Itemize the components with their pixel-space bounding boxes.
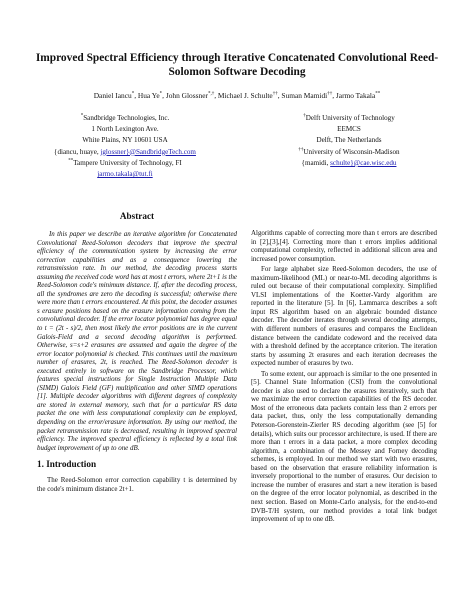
affiliation-emails [242, 158, 456, 169]
author-sup: †† [272, 91, 278, 97]
affiliation-org [18, 158, 232, 169]
affiliation-org-name: Tampere University of Technology, FI [73, 158, 182, 167]
author-sup: * [131, 91, 135, 97]
affiliation-address: 1 North Lexington Ave. [91, 125, 159, 134]
affiliation-city: Delft, The Netherlands [316, 136, 382, 145]
affiliation-address: White Plains, NY 10601 USA [82, 136, 168, 145]
affiliation-sup: ** [68, 158, 74, 164]
affiliation-sup: †† [298, 147, 304, 153]
author-name: Hua Ye [137, 91, 160, 100]
affiliation-org-name: Sandbridge Technologies, Inc. [83, 114, 170, 122]
affiliation-emails [18, 147, 232, 158]
affiliation-org-name: University of Wisconsin-Madison [303, 147, 400, 156]
author-name: Michael J. Schulte [217, 91, 273, 100]
affiliation-emails [18, 169, 232, 180]
email-prefix: {mamidi, [301, 158, 331, 167]
author-name: Daniel Iancu [93, 91, 132, 100]
abstract-heading: Abstract [119, 211, 155, 221]
author-name: Jarmo Takala [335, 91, 376, 100]
affiliation-org [18, 113, 232, 124]
author-list: Daniel Iancu*, Hua Ye*, John Glossner*,†, Michael J. Schulte††, Suman Mamidi††, Jarmo Takala** [93, 91, 381, 100]
email-link[interactable]: schulte}@cae.wisc.edu [330, 158, 397, 167]
abstract-text: In this paper we describe an iterative algorithm for Concatenated Convolutional Reed-Solomon decoders that improve the spectral efficiency of the communication system by increasing the error correction capabilities and as a consequence lowering the retransmission rate. In our method, the decoding process starts assuming the received code word has at most t errors, where 2t+1 is the Reed-Solomon code's minimum distance. If, after the decoding process, all the syndromes are zero the decoding is successful; otherwise there were more than t errors encountered. At this point, the decoder assumes s erasure positions based on the erasure information coming from the convolutional decoder. If the error locator polynomial has degree equal to t = (2t - s)/2, then most likely the error positions are in the current Galois-Field and a second decoding algorithm is performed. Otherwise, s=s+2 erasures are assumed and again the degree of the error locator polynomial is checked. This continues until the maximum number of erasures, 2t, is reached. The Reed-Solomon decoder is executed entirely in software on the Sandbridge Processor, which features special instructions for Single Instruction Multiple Data (SIMD) Galois Field (GF) multiplication and other SIMD operations [1]. Multiple decoder algorithms with different degrees of complexity are stored in external memory, such that for a particular RS data packet the one with less computational complexity can be employed, depending on the error/erasure information. By using our method, the packet retransmission rate is decreased, resulting in improved spectral efficiency. The improved spectral efficiency is reflected by a total link budget improvement of up to one dB. [37, 230, 237, 452]
affiliation-right [242, 113, 456, 169]
affiliation-org [242, 147, 456, 158]
left-column [37, 211, 237, 495]
author-sup: †† [327, 91, 333, 97]
affiliation-sup: † [303, 113, 306, 119]
body-paragraph: For large alphabet size Reed-Solomon decoders, the use of maximum-likelihood (ML) or near-to-ML decoding algorithms is ruled out because of their computational complexity. Simplified VLSI implementations of the Koetter-Vardy algorithm are reported in the literature [5]. In [6], Lammarca describes a soft input RS algorithm based on an algebraic bounded distance decoder. The decoder iterates through several decoding attempts, with different numbers of erasures and compares the Euclidean distance between the candidate codeword and the received data with a threshold defined by the acceptance criterion. The iteration starts by assuming 2t erasures and each iteration decreases the expected number of erasures by two. [251, 265, 437, 368]
author-name: John Glossner [165, 91, 208, 100]
right-column [251, 229, 437, 526]
author-sup: * [159, 91, 163, 97]
affiliation-dept: EEMCS [337, 125, 361, 134]
email-link[interactable]: jglossner}@SandbridgeTech.com [100, 147, 196, 156]
author-sup: ** [375, 91, 381, 97]
body-paragraph: Algorithms capable of correcting more than t errors are described in [2],[3],[4]. Correcting more than t errors implies additional computational complexity, reflected in additional silicon area and increased power consumption. [251, 229, 437, 263]
body-paragraph: The Reed-Solomon error correction capability t is determined by the code's minimum distance 2t+1. [37, 476, 237, 493]
email-link[interactable]: jarmo.takala@tut.fi [97, 170, 153, 179]
email-prefix: {diancu, huaye, [54, 147, 101, 156]
author-name: Suman Mamidi [281, 91, 328, 100]
affiliation-org-name: Delft University of Technology [305, 114, 395, 122]
paper-title: Improved Spectral Efficiency through Iterative Concatenated Convolutional Reed-Solomon Software Decoding [35, 52, 439, 78]
author-sup: *,† [207, 91, 215, 97]
section-heading: 1. Introduction [37, 459, 97, 470]
body-paragraph: To some extent, our approach is similar to the one presented in [5]. Channel State Information (CSI) from the convolutional decoder is also used to declare the erasures iteratively, such that we maximize the error correction capabilities of the RS decoder. Most of the erroneous data packets contain less than 2 errors per data packet, thus, only the less computationally demanding Peterson-Gorenstein-Zierler RS decoding algorithm (see [5] for details), which suits our processor architecture, is used. If there are more than t errors in a data packet, a more complex decoding algorithm, a combination of the Messey and Forney decoding schemes, is employed. In our method we start with two erasures, based on the observation that erasure reliability information is inversely proportional to the number of erasures. Our decision to increase the number of erasures and start a new iteration is based on the degree of the error locator polynomial, as described in the next section. Based on Monte-Carlo analysis, for the end-to-end DVB-T/H system, our method provides a total link budget improvement of up to one dB. [251, 369, 437, 524]
affiliation-org [242, 113, 456, 124]
affiliation-left [18, 113, 232, 180]
affiliation-sup: * [80, 113, 84, 119]
